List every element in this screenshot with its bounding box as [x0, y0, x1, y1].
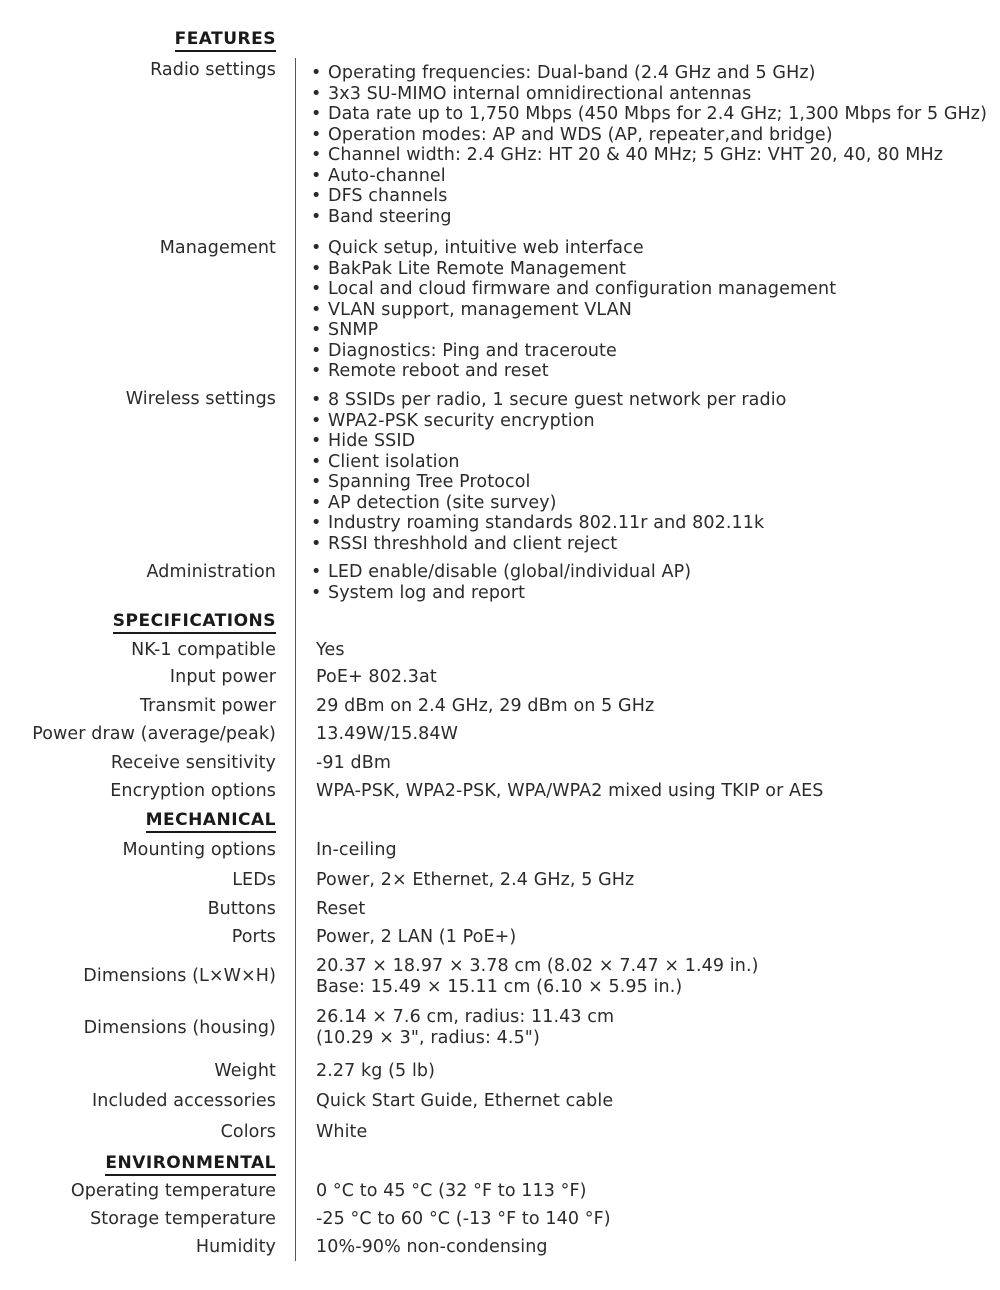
list-item: • Hide SSID: [311, 431, 787, 452]
list-item: • Auto-channel: [311, 166, 987, 187]
mech-label: Dimensions (housing): [83, 1018, 276, 1038]
spec-label: Power draw (average/peak): [32, 724, 276, 744]
mech-label: Colors: [220, 1122, 276, 1142]
mech-label: LEDs: [232, 870, 276, 890]
mech-value: White: [316, 1122, 368, 1142]
environmental-heading: ENVIRONMENTAL: [105, 1152, 276, 1176]
wireless-settings-label: Wireless settings: [125, 389, 276, 409]
env-label: Humidity: [195, 1237, 276, 1257]
list-item: • Local and cloud firmware and configuration management: [311, 279, 836, 300]
list-item: • VLAN support, management VLAN: [311, 300, 836, 321]
spec-value: PoE+ 802.3at: [316, 667, 437, 687]
spec-value: WPA-PSK, WPA2-PSK, WPA/WPA2 mixed using TKIP or AES: [316, 781, 824, 801]
mech-value: Quick Start Guide, Ethernet cable: [316, 1091, 614, 1111]
list-item: • BakPak Lite Remote Management: [311, 259, 836, 280]
mech-value: 26.14 × 7.6 cm, radius: 11.43 cm: [316, 1007, 615, 1027]
mech-value: 20.37 × 18.97 × 3.78 cm (8.02 × 7.47 × 1.49 in.): [316, 956, 759, 976]
mech-value: Power, 2 LAN (1 PoE+): [316, 927, 517, 947]
administration-label: Administration: [146, 562, 276, 582]
spec-value: 13.49W/15.84W: [316, 724, 459, 744]
list-item: • LED enable/disable (global/individual AP): [311, 562, 691, 583]
spec-label: Receive sensitivity: [110, 753, 276, 773]
mech-value: In-ceiling: [316, 840, 397, 860]
mech-label: Mounting options: [122, 840, 276, 860]
spec-value: 29 dBm on 2.4 GHz, 29 dBm on 5 GHz: [316, 696, 655, 716]
spec-value: -91 dBm: [316, 753, 392, 773]
list-item: • Industry roaming standards 802.11r and 802.11k: [311, 513, 787, 534]
list-item: • 3x3 SU-MIMO internal omnidirectional antennas: [311, 84, 987, 105]
env-value: 10%-90% non-condensing: [316, 1237, 548, 1257]
env-label: Operating temperature: [70, 1181, 276, 1201]
mech-value-line2: Base: 15.49 × 15.11 cm (6.10 × 5.95 in.): [316, 977, 683, 997]
management-label: Management: [159, 238, 276, 258]
list-item: • Band steering: [311, 207, 987, 228]
list-item: • Quick setup, intuitive web interface: [311, 238, 836, 259]
list-item: • Data rate up to 1,750 Mbps (450 Mbps for 2.4 GHz; 1,300 Mbps for 5 GHz): [311, 104, 987, 125]
list-item: • RSSI threshhold and client reject: [311, 534, 787, 555]
list-item: • AP detection (site survey): [311, 493, 787, 514]
spec-label: Input power: [169, 667, 276, 687]
specifications-heading: SPECIFICATIONS: [113, 610, 276, 634]
mech-value-line2: (10.29 × 3", radius: 4.5"): [316, 1028, 540, 1048]
list-item: • Diagnostics: Ping and traceroute: [311, 341, 836, 362]
mech-label: Included accessories: [92, 1091, 276, 1111]
list-item: • 8 SSIDs per radio, 1 secure guest network per radio: [311, 390, 787, 411]
env-value: -25 °C to 60 °C (-13 °F to 140 °F): [316, 1209, 611, 1229]
env-label: Storage temperature: [90, 1209, 276, 1229]
column-divider: [295, 58, 296, 1261]
mech-label: Weight: [214, 1061, 276, 1081]
features-heading: FEATURES: [175, 28, 276, 52]
list-item: • Operating frequencies: Dual-band (2.4 GHz and 5 GHz): [311, 63, 987, 84]
mech-value: 2.27 kg (5 lb): [316, 1061, 436, 1081]
radio-settings-label: Radio settings: [150, 60, 276, 80]
mech-label: Dimensions (L×W×H): [83, 966, 276, 986]
list-item: • Remote reboot and reset: [311, 361, 836, 382]
spec-label: Encryption options: [110, 781, 276, 801]
mech-label: Buttons: [207, 899, 276, 919]
radio-settings-list: [311, 63, 987, 227]
env-value: 0 °C to 45 °C (32 °F to 113 °F): [316, 1181, 587, 1201]
list-item: • Channel width: 2.4 GHz: HT 20 & 40 MHz; 5 GHz: VHT 20, 40, 80 MHz: [311, 145, 987, 166]
list-item: • WPA2-PSK security encryption: [311, 411, 787, 432]
mech-value: Power, 2× Ethernet, 2.4 GHz, 5 GHz: [316, 870, 635, 890]
list-item: • Client isolation: [311, 452, 787, 473]
spec-label: Transmit power: [139, 696, 276, 716]
mechanical-heading: MECHANICAL: [146, 809, 276, 833]
spec-label: NK-1 compatible: [131, 640, 276, 660]
administration-list: [311, 562, 691, 603]
list-item: • Operation modes: AP and WDS (AP, repeater,and bridge): [311, 125, 987, 146]
list-item: • SNMP: [311, 320, 836, 341]
wireless-settings-list: [311, 390, 787, 554]
mech-label: Ports: [231, 927, 276, 947]
list-item: • DFS channels: [311, 186, 987, 207]
mech-value: Reset: [316, 899, 366, 919]
list-item: • System log and report: [311, 583, 691, 604]
list-item: • Spanning Tree Protocol: [311, 472, 787, 493]
management-list: [311, 238, 836, 382]
spec-value: Yes: [316, 640, 345, 660]
